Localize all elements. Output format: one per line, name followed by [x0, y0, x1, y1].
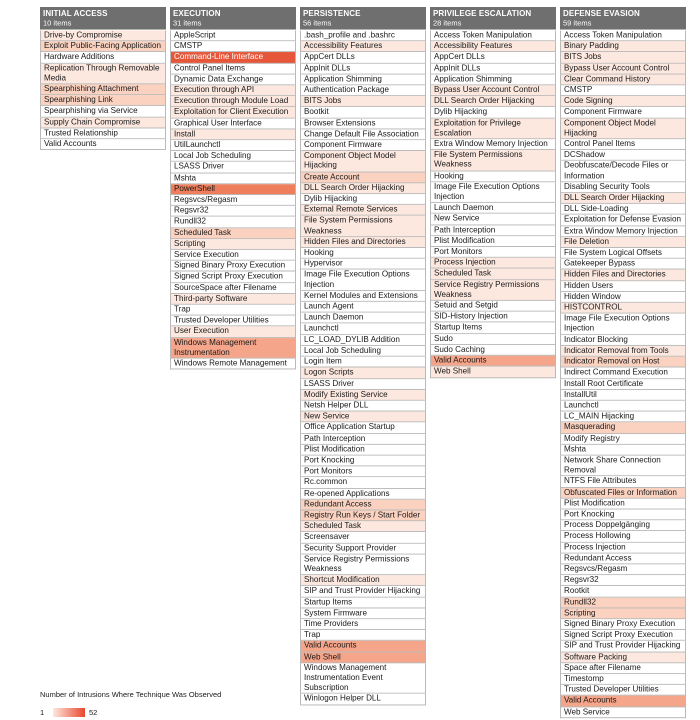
- technique-cell[interactable]: Control Panel Items: [170, 63, 296, 74]
- technique-cell[interactable]: Spearphishing via Service: [40, 106, 166, 117]
- technique-cell[interactable]: Redundant Access: [560, 553, 686, 564]
- technique-cell[interactable]: Hooking: [300, 248, 426, 259]
- technique-cell[interactable]: Network Share Connection Removal: [560, 456, 686, 477]
- technique-cell[interactable]: DLL Search Order Hijacking: [560, 193, 686, 204]
- technique-cell[interactable]: Service Registry Permissions Weakness: [430, 280, 556, 301]
- technique-cell[interactable]: Port Knocking: [560, 509, 686, 520]
- technique-cell[interactable]: Startup Items: [300, 597, 426, 608]
- tactic-item-count: 56 items: [303, 18, 332, 28]
- technique-cell[interactable]: Rundll32: [560, 597, 686, 608]
- technique-cell[interactable]: Execution through Module Load: [170, 96, 296, 107]
- technique-cell[interactable]: Install: [170, 129, 296, 140]
- technique-cell[interactable]: InstallUtil: [560, 390, 686, 401]
- technique-cell[interactable]: File System Permissions Weakness: [300, 216, 426, 237]
- technique-cell[interactable]: LSASS Driver: [170, 162, 296, 173]
- technique-cell[interactable]: Process Injection: [430, 258, 556, 269]
- technique-cell[interactable]: Dylib Hijacking: [300, 194, 426, 205]
- technique-cell[interactable]: Setuid and Setgid: [430, 301, 556, 312]
- technique-cell[interactable]: Modify Existing Service: [300, 390, 426, 401]
- tactic-title: INITIAL ACCESS: [43, 8, 108, 18]
- technique-cell[interactable]: Component Firmware: [560, 107, 686, 118]
- technique-cell[interactable]: Service Registry Permissions Weakness: [300, 554, 426, 575]
- technique-cell[interactable]: Rc.common: [300, 478, 426, 489]
- technique-cell[interactable]: Windows Management Instrumentation: [170, 338, 296, 359]
- technique-cell[interactable]: Scheduled Task: [300, 521, 426, 532]
- technique-cell[interactable]: Install Root Certificate: [560, 379, 686, 390]
- technique-cell[interactable]: Process Injection: [560, 542, 686, 553]
- tactic-title: EXECUTION: [173, 8, 221, 18]
- technique-cell[interactable]: Space after Filename: [560, 663, 686, 674]
- technique-cell[interactable]: Authentication Package: [300, 85, 426, 96]
- technique-cell[interactable]: Re-opened Applications: [300, 489, 426, 500]
- technique-cell[interactable]: Logon Scripts: [300, 368, 426, 379]
- technique-cell[interactable]: Redundant Access: [300, 499, 426, 510]
- technique-cell[interactable]: Hardware Additions: [40, 52, 166, 63]
- technique-cell[interactable]: Graphical User Interface: [170, 118, 296, 129]
- technique-cell[interactable]: Access Token Manipulation: [560, 31, 686, 42]
- tactic-column: [40, 7, 166, 150]
- technique-cell[interactable]: Regsvr32: [170, 206, 296, 217]
- tactic-header[interactable]: [170, 7, 296, 30]
- technique-cell[interactable]: Regsvr32: [560, 575, 686, 586]
- technique-cell[interactable]: .bash_profile and .bashrc: [300, 31, 426, 42]
- technique-cell[interactable]: Hidden Window: [560, 292, 686, 303]
- technique-cell[interactable]: Launchctl: [300, 324, 426, 335]
- technique-cell[interactable]: Signed Script Proxy Execution: [170, 272, 296, 283]
- technique-cell[interactable]: Exploitation for Client Execution: [170, 107, 296, 118]
- technique-cell[interactable]: Code Signing: [560, 96, 686, 107]
- technique-cell[interactable]: LC_MAIN Hijacking: [560, 412, 686, 423]
- technique-cell[interactable]: CMSTP: [560, 85, 686, 96]
- technique-cell[interactable]: Local Job Scheduling: [300, 346, 426, 357]
- technique-cell[interactable]: Scripting: [170, 239, 296, 250]
- technique-cell[interactable]: Component Firmware: [300, 140, 426, 151]
- technique-cell[interactable]: Hidden Files and Directories: [300, 237, 426, 248]
- technique-cell[interactable]: Launch Agent: [300, 302, 426, 313]
- technique-cell[interactable]: Access Token Manipulation: [430, 31, 556, 42]
- technique-cell[interactable]: Launch Daemon: [430, 203, 556, 214]
- technique-cell[interactable]: SIP and Trust Provider Hijacking: [300, 586, 426, 597]
- technique-cell[interactable]: DLL Search Order Hijacking: [430, 96, 556, 107]
- technique-matrix: [40, 7, 686, 718]
- technique-cell[interactable]: Netsh Helper DLL: [300, 401, 426, 412]
- technique-cell[interactable]: Office Application Startup: [300, 423, 426, 434]
- technique-cell[interactable]: Scheduled Task: [430, 269, 556, 280]
- technique-cell[interactable]: Web Shell: [430, 367, 556, 378]
- technique-cell[interactable]: DLL Search Order Hijacking: [300, 183, 426, 194]
- technique-cell[interactable]: AppleScript: [170, 31, 296, 42]
- technique-cell[interactable]: SourceSpace after Filename: [170, 283, 296, 294]
- technique-cell[interactable]: AppInit DLLs: [430, 63, 556, 74]
- technique-cell[interactable]: Service Execution: [170, 250, 296, 261]
- technique-cell[interactable]: Valid Accounts: [40, 139, 166, 150]
- technique-cell[interactable]: AppCert DLLs: [430, 52, 556, 63]
- tactic-header[interactable]: [40, 7, 166, 30]
- technique-cell[interactable]: System Firmware: [300, 608, 426, 619]
- technique-cell[interactable]: External Remote Services: [300, 205, 426, 216]
- technique-cell[interactable]: Rundll32: [170, 217, 296, 228]
- technique-cell[interactable]: Change Default File Association: [300, 129, 426, 140]
- technique-cell[interactable]: DCShadow: [560, 150, 686, 161]
- technique-cell[interactable]: Software Packing: [560, 652, 686, 663]
- technique-cell[interactable]: New Service: [430, 214, 556, 225]
- technique-cell[interactable]: Local Job Scheduling: [170, 151, 296, 162]
- technique-cell[interactable]: HISTCONTROL: [560, 303, 686, 314]
- technique-cell[interactable]: Time Providers: [300, 619, 426, 630]
- technique-cell[interactable]: Windows Management Instrumentation Event Subscription: [300, 663, 426, 694]
- technique-cell[interactable]: Process Hollowing: [560, 531, 686, 542]
- tactic-header[interactable]: [300, 7, 426, 30]
- technique-cell[interactable]: Scripting: [560, 608, 686, 619]
- technique-cell[interactable]: Signed Binary Proxy Execution: [560, 619, 686, 630]
- technique-cell[interactable]: Plist Modification: [300, 445, 426, 456]
- technique-cell[interactable]: PowerShell: [170, 184, 296, 195]
- technique-cell[interactable]: Indirect Command Execution: [560, 368, 686, 379]
- technique-cell[interactable]: BITS Jobs: [300, 96, 426, 107]
- technique-cell[interactable]: Bypass User Account Control: [430, 85, 556, 96]
- technique-cell[interactable]: Masquerading: [560, 423, 686, 434]
- technique-cell[interactable]: Spearphishing Link: [40, 95, 166, 106]
- technique-cell[interactable]: Extra Window Memory Injection: [430, 139, 556, 150]
- technique-cell[interactable]: Bootkit: [300, 107, 426, 118]
- technique-cell[interactable]: Image File Execution Options Injection: [430, 182, 556, 203]
- technique-cell[interactable]: Supply Chain Compromise: [40, 117, 166, 128]
- technique-cell[interactable]: Timestomp: [560, 674, 686, 685]
- technique-cell[interactable]: Obfuscated Files or Information: [560, 488, 686, 499]
- technique-cell[interactable]: Regsvcs/Regasm: [560, 564, 686, 575]
- technique-cell[interactable]: Component Object Model Hijacking: [560, 118, 686, 139]
- technique-cell[interactable]: Dynamic Data Exchange: [170, 74, 296, 85]
- technique-cell[interactable]: Control Panel Items: [560, 139, 686, 150]
- technique-cell[interactable]: Shortcut Modification: [300, 575, 426, 586]
- technique-cell[interactable]: Indicator Removal on Host: [560, 357, 686, 368]
- technique-cell[interactable]: AppCert DLLs: [300, 52, 426, 63]
- technique-cell[interactable]: Scheduled Task: [170, 228, 296, 239]
- technique-cell[interactable]: Extra Window Memory Injection: [560, 226, 686, 237]
- tactic-header[interactable]: [560, 7, 686, 30]
- technique-cell[interactable]: LSASS Driver: [300, 379, 426, 390]
- technique-cell[interactable]: Port Knocking: [300, 456, 426, 467]
- technique-cell[interactable]: Windows Remote Management: [170, 359, 296, 370]
- technique-cell[interactable]: Process Doppelgänging: [560, 520, 686, 531]
- technique-cell[interactable]: Launch Daemon: [300, 313, 426, 324]
- technique-cell[interactable]: Command-Line Interface: [170, 52, 296, 63]
- technique-cell[interactable]: Kernel Modules and Extensions: [300, 291, 426, 302]
- technique-cell[interactable]: Clear Command History: [560, 74, 686, 85]
- legend-title: Number of Intrusions Where Technique Was Observed: [40, 690, 222, 699]
- technique-cell[interactable]: SIP and Trust Provider Hijacking: [560, 641, 686, 652]
- tactic-header[interactable]: [430, 7, 556, 30]
- legend-max-value: 52: [89, 708, 98, 717]
- technique-cell[interactable]: Drive-by Compromise: [40, 31, 166, 42]
- technique-cell[interactable]: Exploit Public-Facing Application: [40, 41, 166, 52]
- tactic-title: PRIVILEGE ESCALATION: [433, 8, 532, 18]
- technique-cell[interactable]: Image File Execution Options Injection: [560, 314, 686, 335]
- technique-cell[interactable]: Mshta: [560, 445, 686, 456]
- technique-cell[interactable]: Bypass User Account Control: [560, 63, 686, 74]
- technique-cell[interactable]: Third-party Software: [170, 294, 296, 305]
- technique-cell[interactable]: Winlogon Helper DLL: [300, 694, 426, 705]
- technique-cell[interactable]: Hidden Users: [560, 281, 686, 292]
- tactic-title: DEFENSE EVASION: [563, 8, 640, 18]
- technique-cell[interactable]: Mshta: [170, 173, 296, 184]
- technique-cell[interactable]: LC_LOAD_DYLIB Addition: [300, 335, 426, 346]
- technique-cell[interactable]: Trap: [300, 630, 426, 641]
- technique-cell[interactable]: File System Logical Offsets: [560, 248, 686, 259]
- technique-cell[interactable]: Plist Modification: [560, 498, 686, 509]
- technique-cell[interactable]: Exploitation for Defense Evasion: [560, 215, 686, 226]
- legend-gradient-bar: [53, 708, 85, 717]
- technique-cell[interactable]: Valid Accounts: [430, 356, 556, 367]
- technique-cell[interactable]: Web Shell: [300, 652, 426, 663]
- legend-min-value: 1: [40, 708, 45, 717]
- technique-cell[interactable]: File System Permissions Weakness: [430, 150, 556, 171]
- technique-cell[interactable]: Path Interception: [300, 434, 426, 445]
- technique-cell[interactable]: Rootkit: [560, 586, 686, 597]
- tactic-item-count: 10 items: [43, 18, 72, 28]
- technique-cell[interactable]: Dylib Hijacking: [430, 107, 556, 118]
- technique-cell[interactable]: AppInit DLLs: [300, 63, 426, 74]
- tactic-column: [430, 7, 556, 378]
- technique-cell[interactable]: Deobfuscate/Decode Files or Information: [560, 161, 686, 182]
- technique-cell[interactable]: Gatekeeper Bypass: [560, 259, 686, 270]
- technique-cell[interactable]: Exploitation for Privilege Escalation: [430, 118, 556, 139]
- technique-cell[interactable]: Launchctl: [560, 401, 686, 412]
- technique-cell[interactable]: Image File Execution Options Injection: [300, 270, 426, 291]
- technique-cell[interactable]: Accessibility Features: [300, 41, 426, 52]
- technique-cell[interactable]: Create Account: [300, 172, 426, 183]
- technique-cell[interactable]: Application Shimming: [300, 74, 426, 85]
- technique-cell[interactable]: Indicator Removal from Tools: [560, 346, 686, 357]
- technique-cell[interactable]: Spearphishing Attachment: [40, 84, 166, 95]
- technique-cell[interactable]: Application Shimming: [430, 74, 556, 85]
- technique-cell[interactable]: Disabling Security Tools: [560, 182, 686, 193]
- technique-cell[interactable]: Plist Modification: [430, 236, 556, 247]
- technique-cell[interactable]: BITS Jobs: [560, 52, 686, 63]
- technique-cell[interactable]: Screensaver: [300, 532, 426, 543]
- technique-cell[interactable]: Security Support Provider: [300, 543, 426, 554]
- technique-cell[interactable]: Hidden Files and Directories: [560, 270, 686, 281]
- technique-cell[interactable]: Port Monitors: [300, 467, 426, 478]
- technique-cell[interactable]: Sudo Caching: [430, 345, 556, 356]
- technique-cell[interactable]: File Deletion: [560, 237, 686, 248]
- technique-cell[interactable]: NTFS File Attributes: [560, 477, 686, 488]
- technique-cell[interactable]: Regsvcs/Regasm: [170, 195, 296, 206]
- tactic-item-count: 31 items: [173, 18, 202, 28]
- technique-cell[interactable]: Modify Registry: [560, 434, 686, 445]
- technique-cell[interactable]: Valid Accounts: [300, 641, 426, 652]
- technique-cell[interactable]: Trusted Developer Utilities: [170, 316, 296, 327]
- technique-cell[interactable]: Component Object Model Hijacking: [300, 151, 426, 172]
- technique-cell[interactable]: Binary Padding: [560, 41, 686, 52]
- technique-cell[interactable]: UtilLaunchctl: [170, 140, 296, 151]
- technique-cell[interactable]: Startup Items: [430, 323, 556, 334]
- technique-cell[interactable]: Signed Script Proxy Execution: [560, 630, 686, 641]
- tactic-item-count: 28 items: [433, 18, 462, 28]
- tactic-title: PERSISTENCE: [303, 8, 361, 18]
- technique-cell[interactable]: Port Monitors: [430, 247, 556, 258]
- technique-cell[interactable]: Web Service: [560, 707, 686, 718]
- technique-cell[interactable]: Signed Binary Proxy Execution: [170, 261, 296, 272]
- technique-cell[interactable]: Trusted Developer Utilities: [560, 685, 686, 696]
- tactic-column: [170, 7, 296, 370]
- technique-cell[interactable]: Hooking: [430, 171, 556, 182]
- technique-cell[interactable]: Accessibility Features: [430, 41, 556, 52]
- technique-cell[interactable]: Indicator Blocking: [560, 335, 686, 346]
- technique-cell[interactable]: SID-History Injection: [430, 312, 556, 323]
- technique-cell[interactable]: Sudo: [430, 334, 556, 345]
- tactic-item-count: 59 items: [563, 18, 592, 28]
- technique-cell[interactable]: Login Item: [300, 357, 426, 368]
- technique-cell[interactable]: Valid Accounts: [560, 696, 686, 707]
- technique-cell[interactable]: CMSTP: [170, 41, 296, 52]
- technique-cell[interactable]: Trap: [170, 305, 296, 316]
- technique-cell[interactable]: New Service: [300, 412, 426, 423]
- technique-cell[interactable]: Path Interception: [430, 225, 556, 236]
- technique-cell[interactable]: Hypervisor: [300, 259, 426, 270]
- technique-cell[interactable]: DLL Side-Loading: [560, 204, 686, 215]
- technique-cell[interactable]: Registry Run Keys / Start Folder: [300, 510, 426, 521]
- technique-cell[interactable]: User Execution: [170, 327, 296, 338]
- technique-cell[interactable]: Trusted Relationship: [40, 128, 166, 139]
- tactic-column: [300, 7, 426, 705]
- tactic-column: [560, 7, 686, 718]
- technique-cell[interactable]: Browser Extensions: [300, 118, 426, 129]
- technique-cell[interactable]: Replication Through Removable Media: [40, 63, 166, 84]
- technique-cell[interactable]: Execution through API: [170, 85, 296, 96]
